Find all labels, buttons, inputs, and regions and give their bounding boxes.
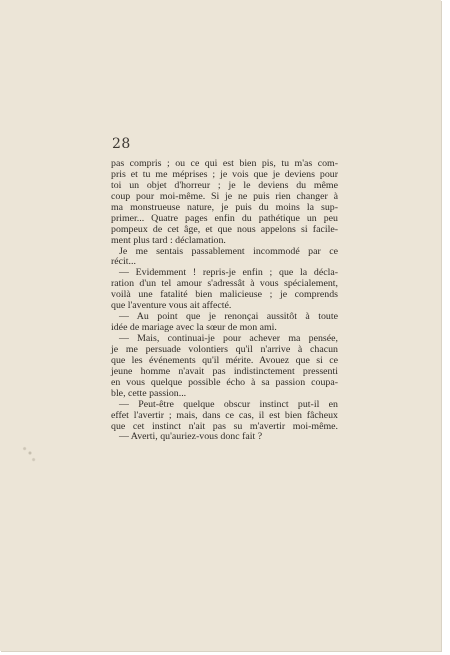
text-line: toi un objet d'horreur ; je le deviens du même	[111, 179, 338, 191]
text-line: en vous quelque possible écho à sa passion coupa-	[111, 376, 338, 388]
text-line: ration d'un tel amour s'adressât à vous spécialement,	[111, 278, 338, 290]
text-line: effet l'avertir ; mais, dans ce cas, il est bien fâcheux	[111, 409, 338, 421]
text-line: coup pour moi-même. Si je ne puis rien changer à	[111, 190, 338, 202]
text-line: Je me sentais passablement incommodé par ce	[119, 245, 338, 257]
text-line: pas compris ; ou ce qui est bien pis, tu m'as com-	[111, 158, 338, 169]
text-line: ment plus tard : déclamation.	[111, 234, 226, 246]
text-line: pompeux de cet âge, et que nous appelons si facile-	[111, 223, 338, 235]
text-line: récit...	[111, 256, 136, 268]
text-line: — Averti, qu'auriez-vous donc fait ?	[119, 431, 263, 443]
text-line: — Mais, continuai-je pour achever ma pensée,	[119, 333, 338, 344]
paper-stain	[21, 442, 39, 464]
page-body-text	[111, 159, 338, 443]
text-line: idée de mariage avec la sœur de mon ami.	[111, 322, 277, 334]
text-line: que cet instinct n'ait pas su m'avertir moi-même.	[111, 420, 338, 432]
text-line: pris et tu me méprises ; je vois que je deviens pour	[111, 168, 338, 180]
page-number: 28	[112, 136, 131, 152]
text-line: ble, cette passion...	[111, 387, 187, 399]
text-line: que les événements qu'il mérite. Avouez que si ce	[111, 354, 338, 366]
text-line: que l'aventure vous ait affecté.	[111, 300, 232, 312]
text-line: jeune homme n'avait pas indistinctement pressenti	[111, 365, 338, 377]
text-line: — Peut-être quelque obscur instinct put-il en	[119, 398, 338, 410]
text-line: ma monstrueuse nature, je puis du moins la sup-	[111, 201, 338, 213]
text-line: primer... Quatre pages enfin du pathétique un peu	[111, 212, 338, 224]
text-line: je me persuade volontiers qu'il n'arrive à chacun	[111, 343, 338, 355]
text-line: voilà une fatalité bien malicieuse ; je comprends	[111, 289, 338, 301]
text-line: — Evidemment ! repris-je enfin ; que la décla-	[119, 267, 338, 279]
text-line: — Au point que je renonçai aussitôt à toute	[119, 311, 338, 323]
